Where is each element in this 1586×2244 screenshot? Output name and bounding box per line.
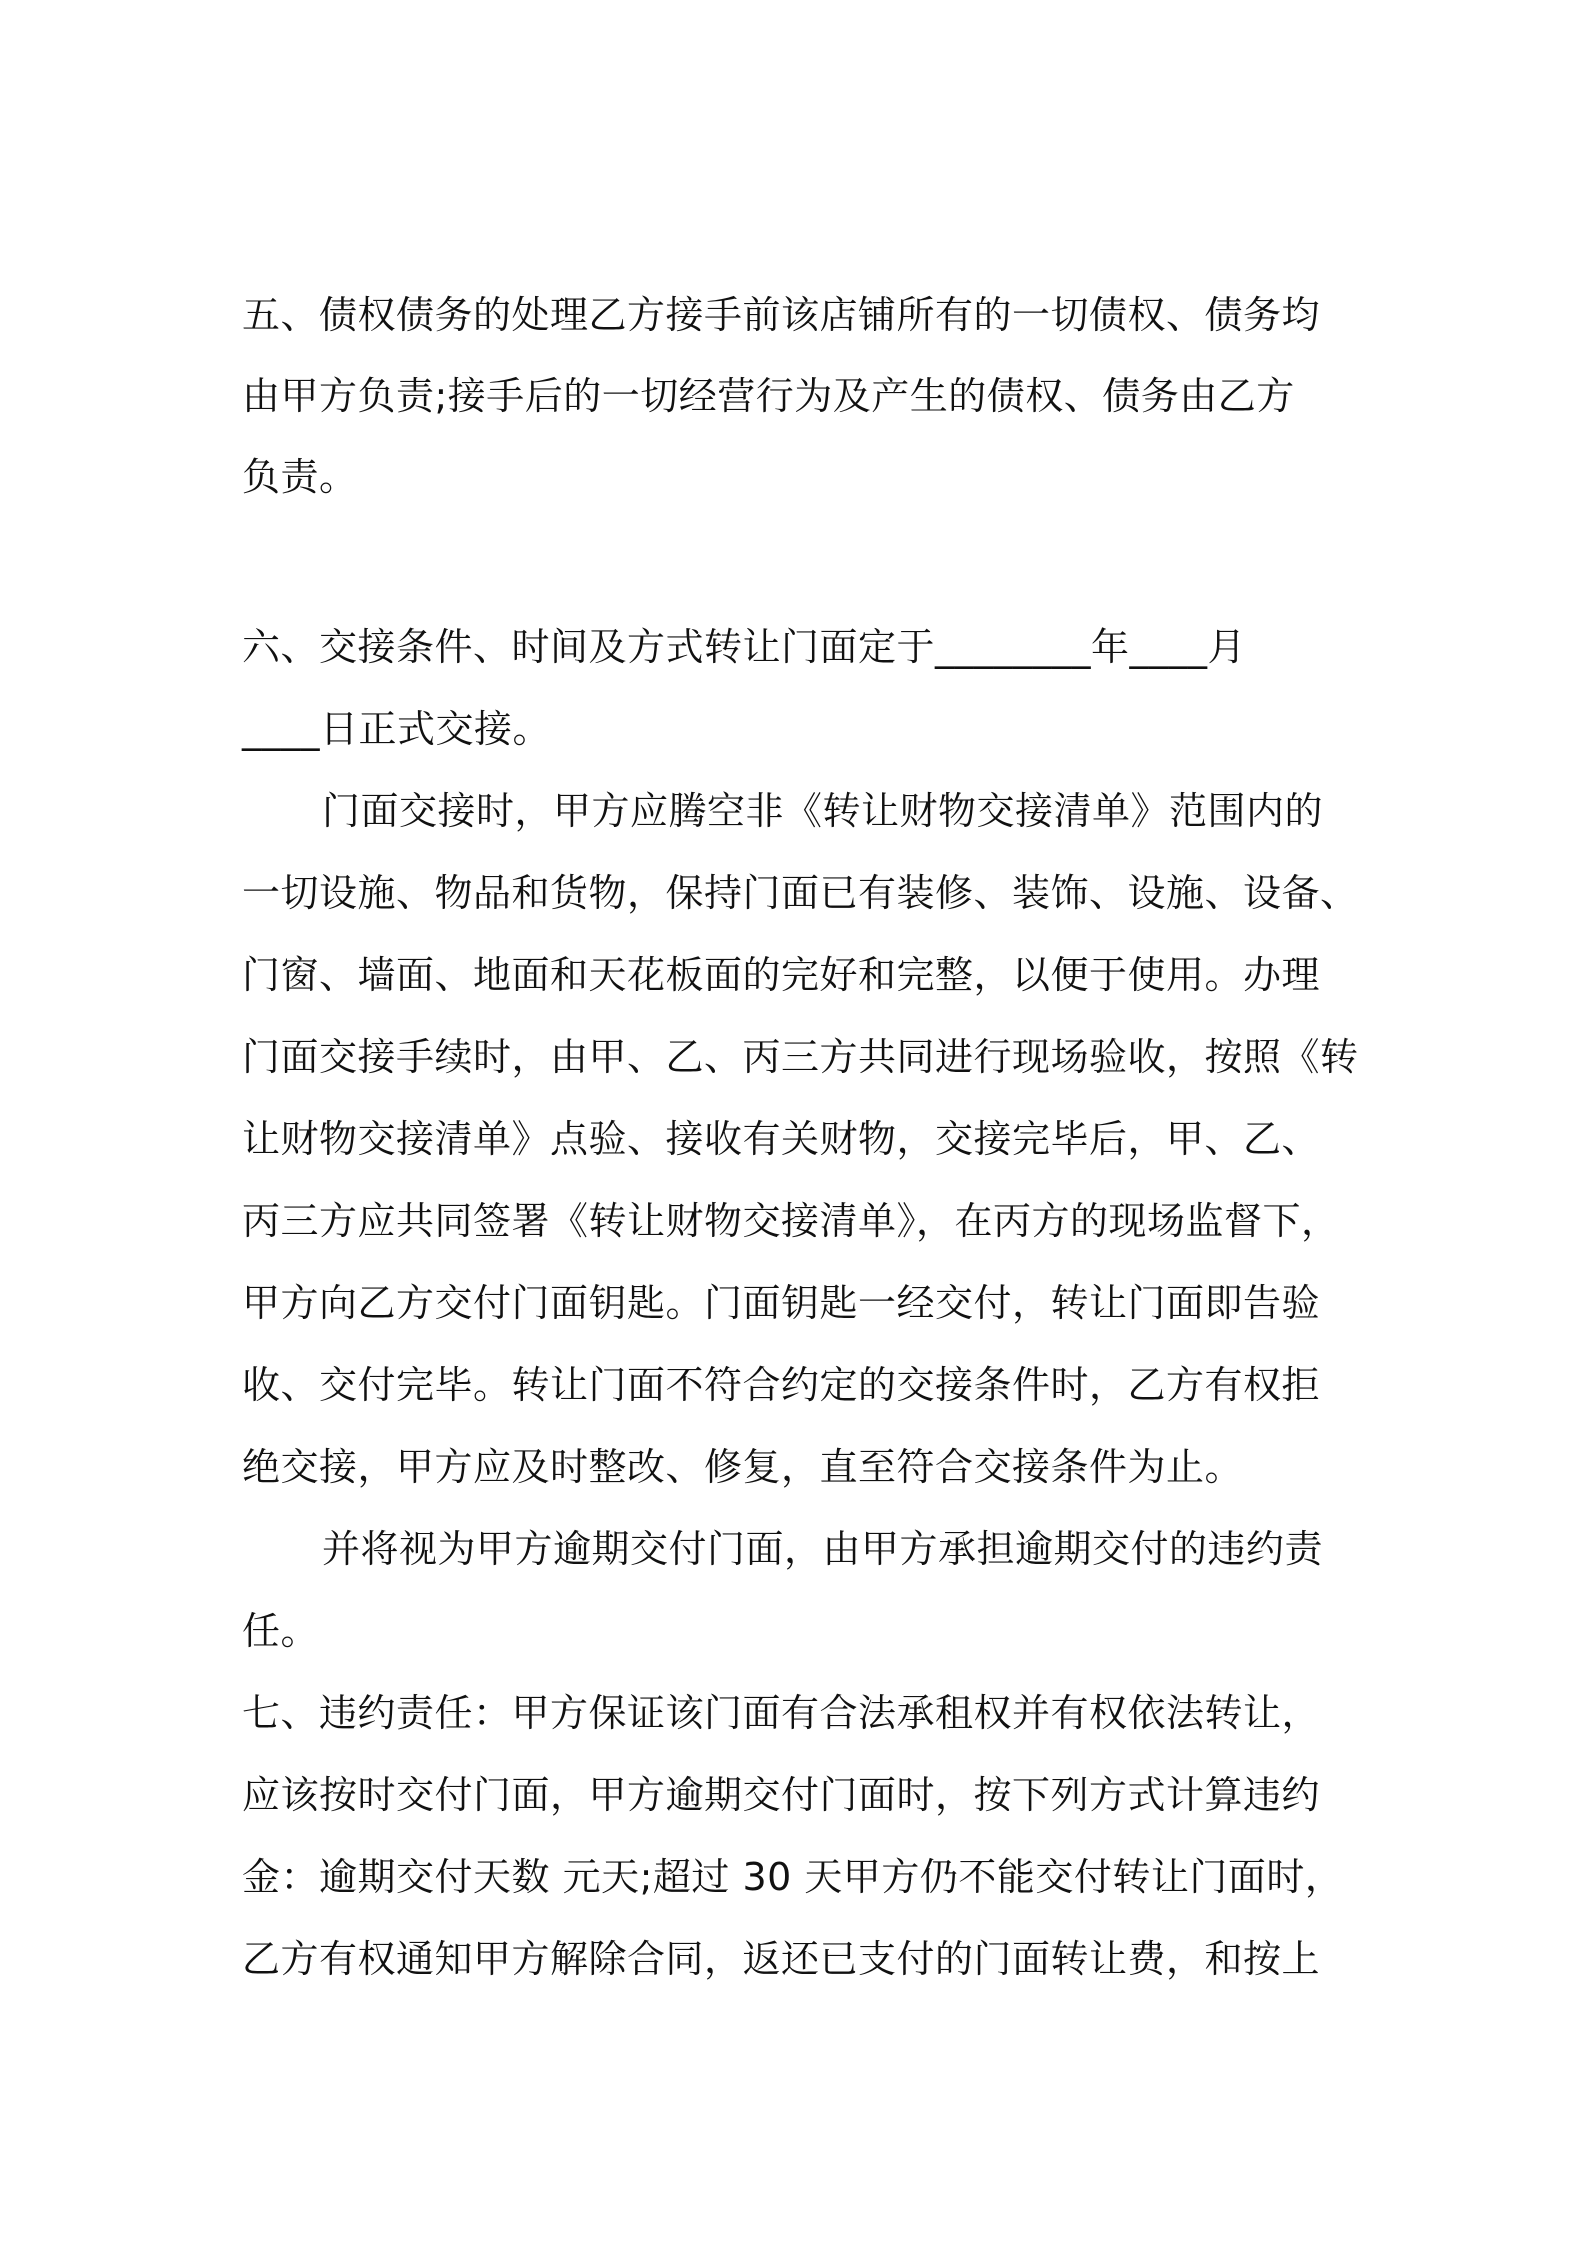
- text-line-5: ____日正式交接。: [242, 707, 552, 751]
- text-line-3: 负责。: [242, 455, 358, 499]
- text-line-19: 金：逾期交付天数 元天;超过 30 天甲方仍不能交付转让门面时，: [242, 1855, 1344, 1899]
- text-line-4: 六、交接条件、时间及方式转让门面定于________年____月: [242, 625, 1247, 669]
- text-line-2: 由甲方负责;接手后的一切经营行为及产生的债权、债务由乙方: [242, 374, 1295, 418]
- text-line-8: 门窗、墙面、地面和天花板面的完好和完整，以便于使用。办理: [242, 953, 1321, 997]
- text-line-6: 门面交接时，甲方应腾空非《转让财物交接清单》范围内的: [322, 789, 1324, 833]
- text-line-13: 收、交付完毕。转让门面不符合约定的交接条件时，乙方有权拒: [242, 1363, 1321, 1407]
- text-line-7: 一切设施、物品和货物，保持门面已有装修、装饰、设施、设备、: [242, 871, 1359, 915]
- text-line-12: 甲方向乙方交付门面钥匙。门面钥匙一经交付，转让门面即告验: [242, 1281, 1321, 1325]
- text-line-17: 七、违约责任：甲方保证该门面有合法承租权并有权依法转让，: [242, 1691, 1321, 1735]
- text-line-15: 并将视为甲方逾期交付门面，由甲方承担逾期交付的违约责: [322, 1527, 1324, 1571]
- text-line-10: 让财物交接清单》点验、接收有关财物，交接完毕后，甲、乙、: [242, 1117, 1321, 1161]
- text-line-14: 绝交接，甲方应及时整改、修复，直至符合交接条件为止。: [242, 1445, 1244, 1489]
- text-line-20: 乙方有权通知甲方解除合同，返还已支付的门面转让费，和按上: [242, 1937, 1321, 1981]
- text-line-11: 丙三方应共同签署《转让财物交接清单》，在丙方的现场监督下，: [242, 1199, 1340, 1243]
- text-line-1: 五、债权债务的处理乙方接手前该店铺所有的一切债权、债务均: [242, 293, 1321, 337]
- text-line-18: 应该按时交付门面，甲方逾期交付门面时，按下列方式计算违约: [242, 1773, 1321, 1817]
- text-line-16: 任。: [242, 1609, 320, 1653]
- text-line-9: 门面交接手续时，由甲、乙、丙三方共同进行现场验收，按照《转: [242, 1035, 1359, 1079]
